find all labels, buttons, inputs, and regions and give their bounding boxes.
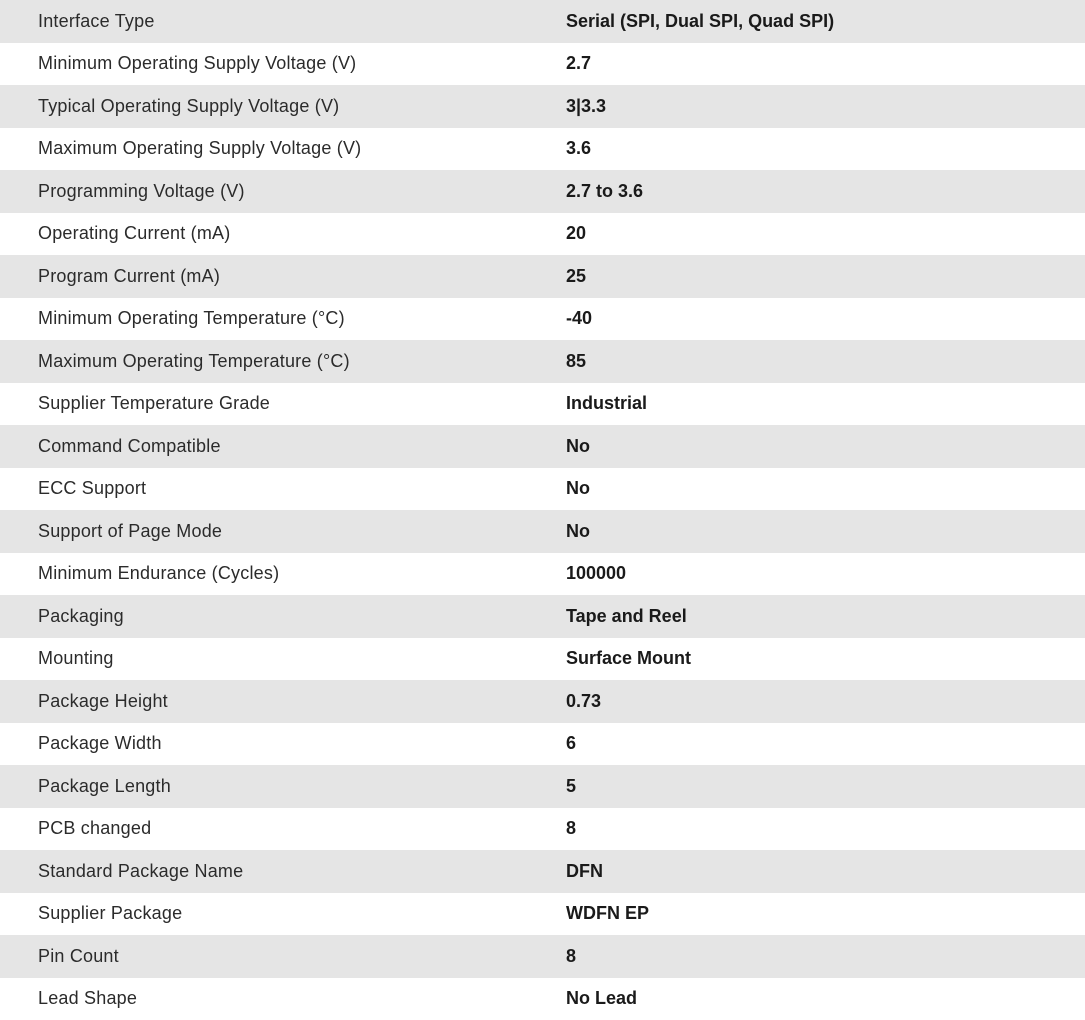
spec-row	[0, 43, 1085, 86]
spec-row	[0, 213, 1085, 256]
spec-value: Tape and Reel	[566, 595, 1085, 638]
spec-name: Interface Type	[0, 0, 566, 43]
spec-value: No	[566, 510, 1085, 553]
spec-row	[0, 298, 1085, 341]
spec-name: Package Width	[0, 723, 566, 766]
spec-name: Package Height	[0, 680, 566, 723]
spec-row	[0, 638, 1085, 681]
spec-row	[0, 255, 1085, 298]
spec-row	[0, 893, 1085, 936]
spec-value: Surface Mount	[566, 638, 1085, 681]
spec-name: Supplier Temperature Grade	[0, 383, 566, 426]
spec-name: Supplier Package	[0, 893, 566, 936]
spec-value: 8	[566, 935, 1085, 978]
spec-value: Serial (SPI, Dual SPI, Quad SPI)	[566, 0, 1085, 43]
spec-value: No Lead	[566, 978, 1085, 1020]
spec-row	[0, 425, 1085, 468]
spec-row	[0, 723, 1085, 766]
spec-value: 6	[566, 723, 1085, 766]
spec-row	[0, 0, 1085, 43]
spec-name: Minimum Operating Temperature (°C)	[0, 298, 566, 341]
spec-name: Support of Page Mode	[0, 510, 566, 553]
spec-row	[0, 170, 1085, 213]
spec-row	[0, 128, 1085, 171]
spec-name: PCB changed	[0, 808, 566, 851]
spec-name: Packaging	[0, 595, 566, 638]
spec-name: Lead Shape	[0, 978, 566, 1020]
spec-value: 3|3.3	[566, 85, 1085, 128]
spec-name: Package Length	[0, 765, 566, 808]
spec-name: Minimum Operating Supply Voltage (V)	[0, 43, 566, 86]
spec-row	[0, 510, 1085, 553]
spec-value: Industrial	[566, 383, 1085, 426]
spec-name: Maximum Operating Supply Voltage (V)	[0, 128, 566, 171]
spec-row	[0, 978, 1085, 1020]
spec-value: 100000	[566, 553, 1085, 596]
spec-name: Operating Current (mA)	[0, 213, 566, 256]
spec-value: 25	[566, 255, 1085, 298]
spec-name: ECC Support	[0, 468, 566, 511]
spec-value: 0.73	[566, 680, 1085, 723]
spec-value: 85	[566, 340, 1085, 383]
spec-row	[0, 765, 1085, 808]
spec-value: 5	[566, 765, 1085, 808]
spec-row	[0, 680, 1085, 723]
spec-value: DFN	[566, 850, 1085, 893]
spec-value: -40	[566, 298, 1085, 341]
spec-name: Mounting	[0, 638, 566, 681]
spec-row	[0, 340, 1085, 383]
spec-name: Program Current (mA)	[0, 255, 566, 298]
spec-value: 2.7	[566, 43, 1085, 86]
spec-name: Standard Package Name	[0, 850, 566, 893]
spec-name: Command Compatible	[0, 425, 566, 468]
spec-value: 3.6	[566, 128, 1085, 171]
spec-row	[0, 468, 1085, 511]
spec-value: WDFN EP	[566, 893, 1085, 936]
spec-name: Minimum Endurance (Cycles)	[0, 553, 566, 596]
spec-value: No	[566, 425, 1085, 468]
spec-value: 2.7 to 3.6	[566, 170, 1085, 213]
spec-row	[0, 553, 1085, 596]
spec-value: 8	[566, 808, 1085, 851]
spec-row	[0, 850, 1085, 893]
spec-row	[0, 85, 1085, 128]
spec-row	[0, 935, 1085, 978]
spec-row	[0, 383, 1085, 426]
spec-row	[0, 595, 1085, 638]
spec-value: No	[566, 468, 1085, 511]
spec-name: Maximum Operating Temperature (°C)	[0, 340, 566, 383]
spec-value: 20	[566, 213, 1085, 256]
spec-name: Programming Voltage (V)	[0, 170, 566, 213]
spec-name: Typical Operating Supply Voltage (V)	[0, 85, 566, 128]
spec-row	[0, 808, 1085, 851]
spec-name: Pin Count	[0, 935, 566, 978]
